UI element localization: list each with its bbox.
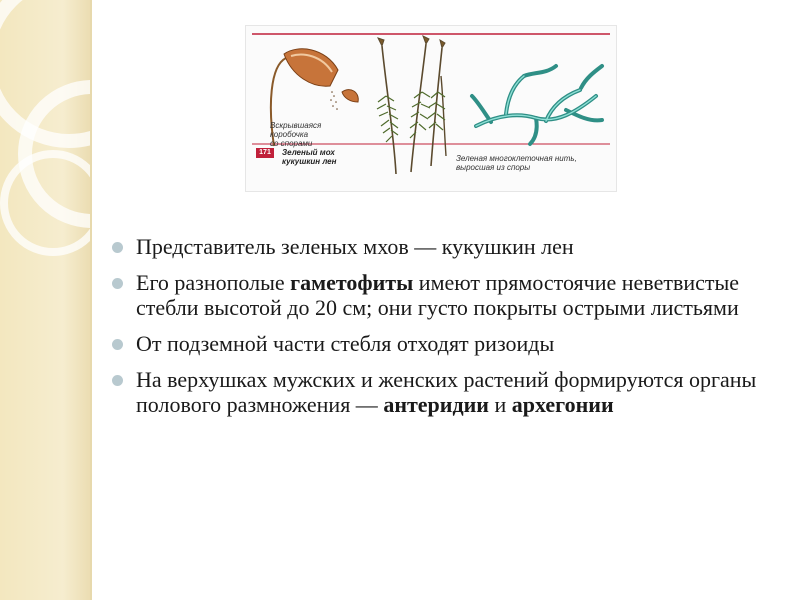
bullet-item	[112, 367, 772, 417]
bullet-text: и	[488, 392, 512, 417]
protonema-highlight	[476, 76, 596, 126]
bullet-dot-icon	[112, 278, 123, 289]
figure-number: 171	[256, 148, 274, 158]
bullet-text: Представитель зеленых мхов — кукушкин лен	[136, 234, 574, 259]
decorative-sidebar	[0, 0, 92, 600]
sidebar-ring-decoration	[0, 150, 92, 256]
bullet-text: Его разнополые	[136, 270, 291, 295]
figure-title-caption: Зеленый мох кукушкин лен	[282, 148, 337, 166]
protonema	[472, 66, 602, 144]
bullet-term: архегонии	[511, 392, 614, 417]
bullet-term: гаметофиты	[290, 270, 414, 295]
moss-illustration	[245, 25, 617, 192]
capsule-caption: Вскрывшаяся коробочка со спорами	[270, 121, 322, 148]
bullet-text: От подземной части стебля отходят ризоиды	[136, 331, 555, 356]
bullet-item	[112, 331, 772, 356]
bullet-text: имеют прямостоячие неветвистые стебли высотой до 20 см; они густо покрыты острыми листьями	[136, 270, 740, 320]
bullet-item	[112, 270, 772, 320]
bullet-dot-icon	[112, 339, 123, 350]
protonema-caption: Зеленая многоклеточная нить, выросшая из споры	[456, 154, 577, 172]
bullet-dot-icon	[112, 375, 123, 386]
bullet-dot-icon	[112, 242, 123, 253]
open-capsule	[284, 49, 338, 86]
spores	[330, 91, 338, 110]
bullet-list	[112, 234, 772, 428]
bullet-item	[112, 234, 772, 259]
bullet-text: На верхушках мужских и женских растений формируются органы полового размножения —	[136, 367, 757, 417]
bullet-term: антеридии	[383, 392, 489, 417]
moss-plants	[377, 36, 446, 174]
capsule-lid	[342, 90, 358, 102]
